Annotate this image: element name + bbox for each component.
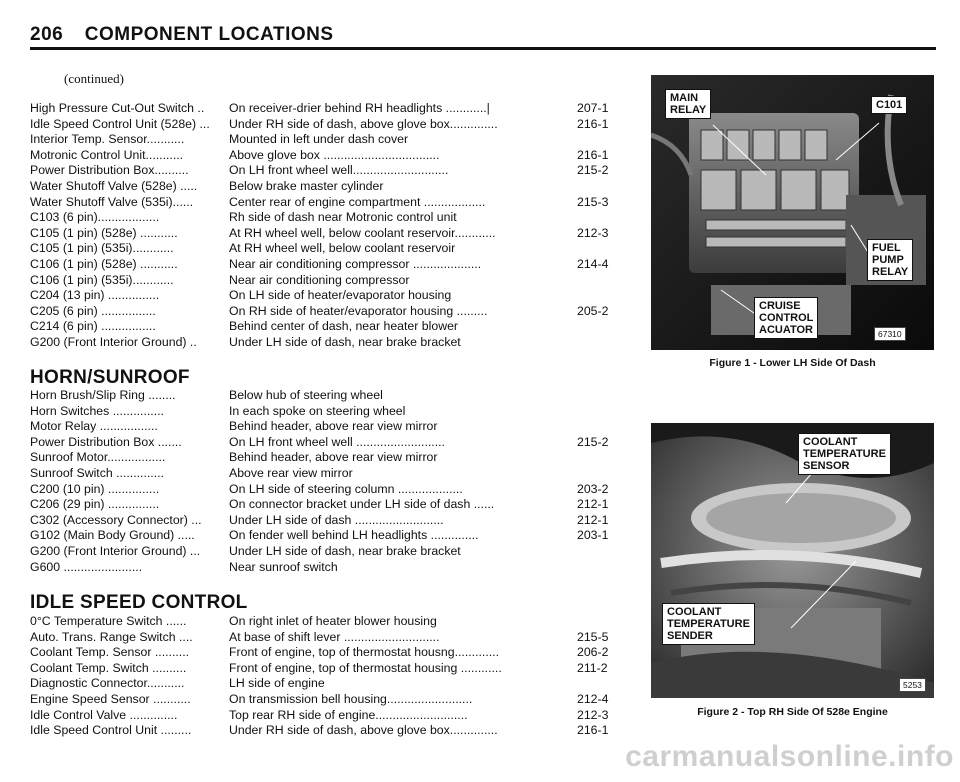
page-number: 206 [30, 24, 64, 45]
table-row [30, 101, 630, 117]
component-location: On LH side of heater/evaporator housing [229, 288, 452, 303]
component-location: Near air conditioning compressor [229, 272, 410, 287]
table-row [30, 304, 630, 320]
table-row [30, 676, 630, 692]
component-location: Under LH side of dash, near brake bracket [229, 334, 461, 349]
component-location: Under RH side of dash, above glove box.............. [229, 116, 498, 131]
table-row [30, 419, 630, 435]
component-location: On receiver-drier behind RH headlights ............| [229, 101, 490, 115]
figure-1-photo [651, 75, 934, 350]
table-row [30, 273, 630, 289]
table-row [30, 497, 630, 513]
component-location: Mounted in left under dash cover [229, 132, 409, 147]
component-name: C204 (13 pin) ............... [30, 288, 160, 303]
component-name: Diagnostic Connector........... [30, 676, 185, 691]
component-name: Water Shutoff Valve (528e) ..... [30, 178, 198, 193]
figure-reference: 215-3 [577, 194, 609, 209]
label-main-relay: MAIN RELAY [665, 89, 711, 119]
component-name: Sunroof Switch .............. [30, 465, 164, 480]
component-name: Horn Brush/Slip Ring ........ [30, 388, 176, 402]
component-location: Near air conditioning compressor .................... [229, 256, 482, 271]
component-name: Idle Control Valve .............. [30, 707, 178, 722]
page-title: COMPONENT LOCATIONS [84, 24, 334, 45]
table-row [30, 288, 630, 304]
figure-reference: 212-3 [577, 225, 609, 240]
table-row [30, 482, 630, 498]
header-rule [30, 47, 936, 50]
component-name: Idle Speed Control Unit ......... [30, 723, 192, 738]
component-name: Sunroof Motor................. [30, 450, 166, 465]
figure-reference: 215-2 [577, 434, 609, 449]
figure-2-caption: Figure 2 - Top RH Side Of 528e Engine [697, 706, 888, 718]
idle-section-title: IDLE SPEED CONTROL [30, 592, 248, 613]
table-row [30, 466, 630, 482]
component-location: Rh side of dash near Motronic control unit [229, 210, 457, 225]
table-row [30, 560, 630, 576]
component-name: Engine Speed Sensor ........... [30, 691, 191, 706]
figure-reference: 215-5 [577, 629, 609, 644]
table-row [30, 210, 630, 226]
figure-reference: 216-1 [577, 116, 609, 131]
component-name: G600 ....................... [30, 559, 143, 574]
table-row [30, 257, 630, 273]
component-name: Interior Temp. Sensor........... [30, 132, 185, 147]
component-name: C105 (1 pin) (535i)............ [30, 241, 174, 256]
table-row [30, 148, 630, 164]
component-location: On LH front wheel well .......................... [229, 434, 445, 449]
label-c101: C101 [871, 96, 907, 114]
component-location: On transmission bell housing......................... [229, 691, 473, 706]
component-location: On RH side of heater/evaporator housing ......... [229, 303, 488, 318]
component-name: Motor Relay ................. [30, 419, 158, 434]
component-name: Coolant Temp. Sensor .......... [30, 645, 190, 660]
figure-reference: 205-2 [577, 303, 609, 318]
component-location: Front of engine, top of thermostat housng............. [229, 645, 499, 660]
component-location: In each spoke on steering wheel [229, 403, 406, 418]
component-name: Power Distribution Box.......... [30, 163, 189, 178]
continued-table [30, 101, 630, 351]
figure-reference: 212-3 [577, 707, 609, 722]
watermark: carmanualsonline.info [625, 740, 954, 773]
table-row [30, 132, 630, 148]
component-name: G102 (Main Body Ground) ..... [30, 528, 195, 543]
page-header [30, 24, 334, 46]
table-row [30, 708, 630, 724]
table-row [30, 435, 630, 451]
component-location: On fender well behind LH headlights .............. [229, 528, 479, 543]
component-name: G200 (Front Interior Ground) ... [30, 543, 201, 558]
table-row [30, 404, 630, 420]
table-row [30, 319, 630, 335]
component-name: 0°C Temperature Switch ...... [30, 614, 187, 628]
component-name: C106 (1 pin) (535i)............ [30, 272, 174, 287]
table-row [30, 661, 630, 677]
component-location: Under LH side of dash .......................... [229, 512, 444, 527]
label-coolant-temp-sender: COOLANT TEMPERATURE SENDER [662, 603, 755, 645]
component-location: At base of shift lever ............................ [229, 629, 440, 644]
component-location: On connector bracket under LH side of dash ...... [229, 497, 495, 512]
figure-reference: 214-4 [577, 256, 609, 271]
table-row [30, 450, 630, 466]
component-location: Behind header, above rear view mirror [229, 450, 438, 465]
component-name: Water Shutoff Valve (535i)...... [30, 194, 194, 209]
table-row [30, 544, 630, 560]
component-location: Top rear RH side of engine........................... [229, 707, 468, 722]
figure-reference: 215-2 [577, 163, 609, 178]
component-name: C105 (1 pin) (528e) ........... [30, 225, 178, 240]
idle-table [30, 614, 630, 739]
table-row [30, 226, 630, 242]
component-location: Above rear view mirror [229, 465, 353, 480]
component-location: Near sunroof switch [229, 559, 338, 574]
figure-reference: 211-2 [577, 660, 608, 675]
component-location: On LH side of steering column ................... [229, 481, 463, 496]
continued-note: (continued) [64, 71, 124, 86]
table-row [30, 692, 630, 708]
component-name: Auto. Trans. Range Switch .... [30, 629, 193, 644]
figure-2-number: 5253 [899, 678, 926, 692]
table-row [30, 163, 630, 179]
component-name: High Pressure Cut-Out Switch .. [30, 101, 205, 115]
label-coolant-temp-sensor: COOLANT TEMPERATURE SENSOR [798, 433, 891, 475]
label-cruise-control: CRUISE CONTROL ACUATOR [754, 297, 818, 339]
component-location: Under RH side of dash, above glove box.............. [229, 723, 498, 738]
component-location: Under LH side of dash, near brake bracket [229, 543, 461, 558]
figure-reference: 206-2 [577, 645, 609, 660]
figure-2-photo [651, 423, 934, 698]
component-name: C206 (29 pin) ............... [30, 497, 160, 512]
component-location: At RH wheel well, below coolant reservoir............ [229, 225, 496, 240]
component-location: Below brake master cylinder [229, 178, 384, 193]
horn-section-title: HORN/SUNROOF [30, 367, 190, 388]
component-location: On right inlet of heater blower housing [229, 614, 437, 628]
component-location: Above glove box .................................. [229, 147, 440, 162]
label-fuel-pump-relay: FUEL PUMP RELAY [867, 239, 913, 281]
engine-image [651, 423, 934, 698]
component-name: Motronic Control Unit........... [30, 147, 184, 162]
component-name: C106 (1 pin) (528e) ........... [30, 256, 178, 271]
table-row [30, 528, 630, 544]
component-location: LH side of engine [229, 676, 325, 691]
table-row [30, 388, 630, 404]
figure-reference: 203-2 [577, 481, 609, 496]
figure-reference: 216-1 [577, 147, 609, 162]
table-row [30, 179, 630, 195]
table-row [30, 195, 630, 211]
figure-reference: 216-1 [577, 723, 609, 738]
figure-reference: 212-1 [577, 497, 609, 512]
figure-reference: 203-1 [577, 528, 609, 543]
table-row [30, 117, 630, 133]
component-location: Behind center of dash, near heater blower [229, 319, 459, 334]
horn-table [30, 388, 630, 575]
component-location: Below hub of steering wheel [229, 388, 383, 402]
table-row [30, 241, 630, 257]
component-location: Behind header, above rear view mirror [229, 419, 438, 434]
component-location: Front of engine, top of thermostat housing ............ [229, 660, 502, 675]
table-row [30, 513, 630, 529]
component-name: Horn Switches ............... [30, 403, 164, 418]
figure-1-caption: Figure 1 - Lower LH Side Of Dash [709, 357, 876, 369]
table-row [30, 645, 630, 661]
table-row [30, 630, 630, 646]
figure-reference: 207-1 [577, 101, 609, 115]
figure-1-number: 67310 [874, 327, 906, 341]
component-name: C103 (6 pin).................. [30, 210, 160, 225]
table-row [30, 335, 630, 351]
component-name: C214 (6 pin) ................ [30, 319, 156, 334]
component-name: Idle Speed Control Unit (528e) ... [30, 116, 210, 131]
table-row [30, 614, 630, 630]
component-location: Center rear of engine compartment .................. [229, 194, 486, 209]
component-location: On LH front wheel well............................ [229, 163, 449, 178]
figure-reference: 212-4 [577, 691, 609, 706]
figure-reference: 212-1 [577, 512, 609, 527]
component-name: Coolant Temp. Switch .......... [30, 660, 187, 675]
component-location: At RH wheel well, below coolant reservoir [229, 241, 456, 256]
component-name: C302 (Accessory Connector) ... [30, 512, 202, 527]
component-name: Power Distribution Box ....... [30, 434, 182, 449]
component-name: C205 (6 pin) ................ [30, 303, 156, 318]
table-row [30, 723, 630, 739]
component-name: C200 (10 pin) ............... [30, 481, 160, 496]
component-name: G200 (Front Interior Ground) .. [30, 334, 197, 349]
